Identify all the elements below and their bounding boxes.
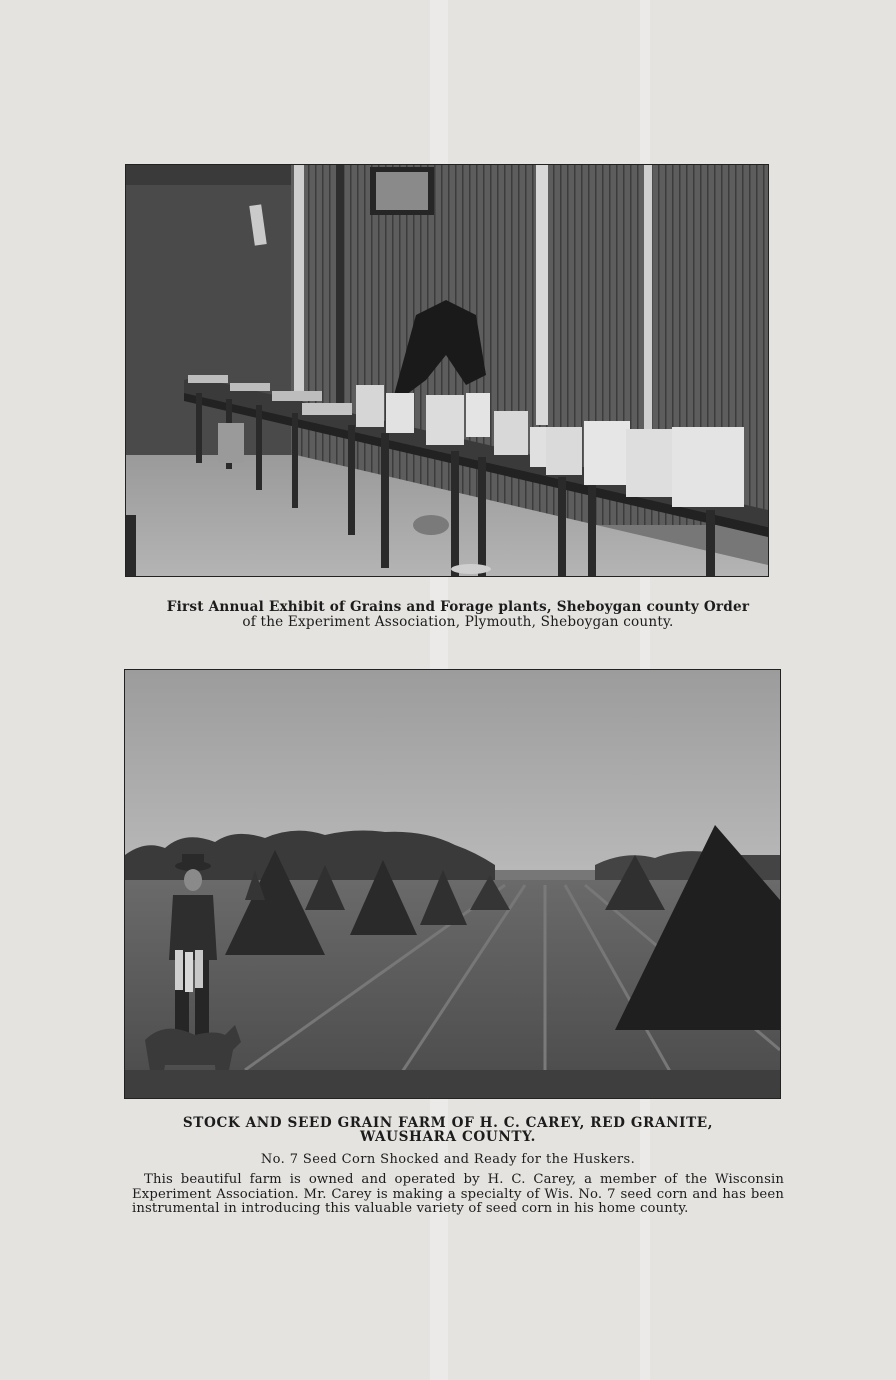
cornfield-illustration [125,670,780,1098]
exhibit-caption-line1: First Annual Exhibit of Grains and Forage plants, Sheboygan county Order [166,599,750,615]
exhibit-hall-illustration [126,165,768,576]
exhibit-hall-photo [125,164,769,577]
exhibit-caption [130,600,786,630]
farm-caption-body [132,1173,784,1217]
farm-caption-title [140,1116,756,1144]
farm-caption-body-text: This beautiful farm is owned and operated by H. C. Carey, a member of the Wisconsin Experiment Association. Mr. Carey is making a specialty of Wis. No. 7 seed corn and has been instrumental in introducing this valuable variety of seed corn in his home county. [132,1172,784,1216]
farm-caption-title-line2: WAUSHARA COUNTY. [360,1129,536,1145]
exhibit-caption-line2: of the Experiment Association, Plymouth, Sheboygan county. [242,614,674,630]
cornfield-photo [124,669,781,1099]
farm-caption-title-line1: STOCK AND SEED GRAIN FARM OF H. C. CAREY, RED GRANITE, [182,1115,714,1131]
farm-caption-subtitle: No. 7 Seed Corn Shocked and Ready for the Huskers. [260,1152,636,1167]
